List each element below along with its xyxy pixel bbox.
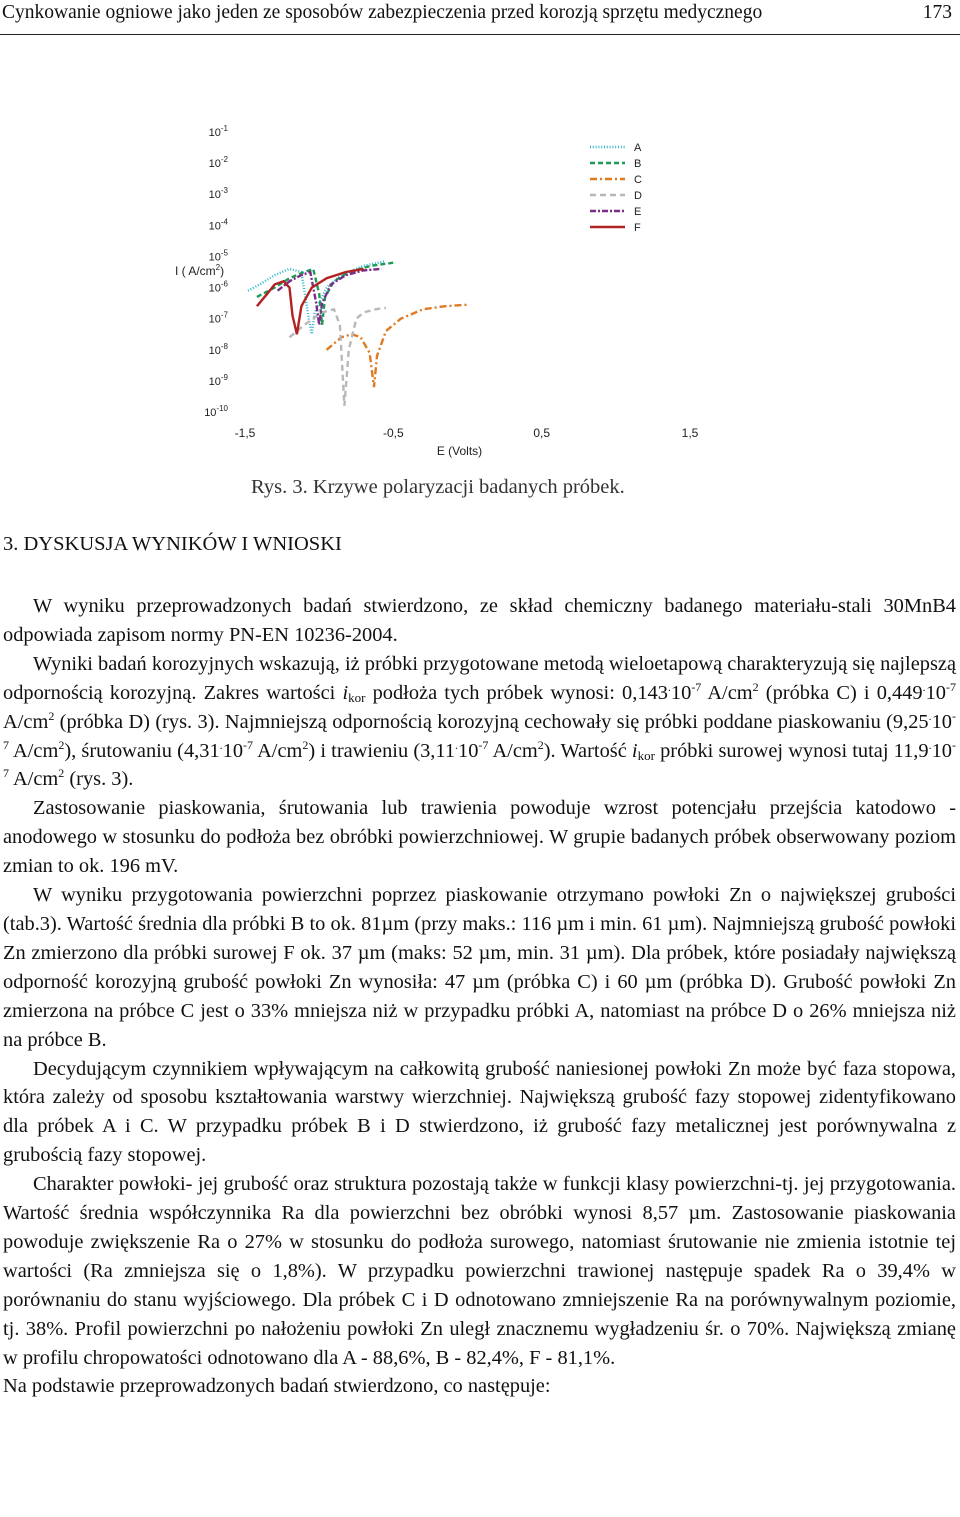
y-tick-label: $10^{-7}$ bbox=[208, 310, 228, 326]
y-tick-label: $10^{-2}$ bbox=[208, 155, 228, 171]
legend-label-c: C bbox=[634, 174, 642, 186]
x-tick-label: 0,5 bbox=[533, 426, 551, 440]
running-header bbox=[0, 0, 960, 35]
x-axis-label: E (Volts) bbox=[436, 444, 483, 458]
legend-label-d: D bbox=[634, 190, 642, 202]
paragraph-2: Wyniki badań korozyjnych wskazują, iż próbki przygotowane metodą wieloetapową charakteryzują się najlepszą odpornością korozyjną. Zakres wartości $i_{kor}$ podłoża tych próbek wynosi: $0,143^.10^{-7}$ $A/cm^2$ (próbka C) i $0,449^.10^{-7}$ $A/cm^2$ (próbka D) (rys. 3). Najmniejszą odpornością korozyjną cechowały się próbki poddane piaskowaniu ($9,25^.10^{-7}$ $A/cm^2$), śrutowaniu ($4,31^.10^{-7}$ $A/cm^2$) i trawieniu ($3,11^.10^{-7}$ $A/cm^2$). Wartość $i_{kor}$ próbki surowej wynosi tutaj $11,9^.10^{-7}$ $A/cm^2$ (rys. 3). bbox=[3, 652, 956, 791]
y-tick-label: $10^{-4}$ bbox=[208, 217, 228, 233]
y-axis-label: I ( $A/cm^2$) bbox=[175, 263, 225, 279]
paragraph-6: Charakter powłoki- jej grubość oraz struktura pozostają także w funkcji klasy powierzchni-tj. jej przygotowania. Wartość średnia współczynnika Ra dla powierzchni bez obróbki wynosi 8,57 µm. Zastosowanie piaskowania powoduje zwiększenie Ra o 27% w stosunku do podłoża surowego, natomiast śrutowanie nie zmienia istotnie tej wartości (Ra zmniejsza się o 1,8%). W przypadku powierzchni trawionej następuje spadek Ra o 39,4% w porównaniu do stanu wyjściowego. Dla próbek C i D odnotowano zmniejszenie Ra na porównywalnym poziomie, tj. 38%. Profil powierzchni po nałożeniu powłoki Zn uległ znacznemu wygładzeniu śr. o 70%. Największą zmianę w profilu chropowatości odnotowano dla A - 88,6%, B - 82,4%, F - 81,1%. bbox=[3, 1173, 956, 1369]
y-tick-label: $10^{-1}$ bbox=[208, 124, 228, 139]
series-line-b bbox=[257, 263, 393, 325]
running-header-title: Cynkowanie ogniowe jako jeden ze sposobów zabezpieczenia przed korozją sprzętu medycznego bbox=[2, 2, 763, 23]
paragraph-5: Decydującym czynnikiem wpływającym na całkowitą grubość naniesionej powłoki Zn może być faza stopowa, która zależy od sposobu kształtowania warstwy wierzchniej. Największą grubość fazy stopowej zidentyfikowano dla próbek A i C. W przypadku próbek B i D stwierdzono, iż grubość fazy metalicznej jest porównywalna z grubością fazy stopowej. bbox=[3, 1057, 956, 1167]
paragraph-7: Na podstawie przeprowadzonych badań stwierdzono, co następuje: bbox=[3, 1375, 551, 1398]
legend-label-b: B bbox=[634, 158, 642, 170]
series-line-d bbox=[290, 308, 386, 406]
y-tick-label: $10^{-3}$ bbox=[208, 186, 228, 202]
paragraph-3: Zastosowanie piaskowania, śrutowania lub trawienia powoduje wzrost potencjału przejścia katodowo - anodowego w stosunku do podłoża bez obróbki powierzchniowej. W grupie badanych próbek obserwowany poziom zmian to ok. 196 mV. bbox=[3, 797, 956, 878]
paragraph-1: W wyniku przeprowadzonych badań stwierdzono, ze skład chemiczny badanego materiału-stali 30MnB4 odpowiada zapisom normy PN-EN 10236-2004. bbox=[3, 595, 956, 646]
polarization-chart bbox=[160, 112, 720, 462]
page-number: 173 bbox=[922, 2, 952, 23]
series-line-a bbox=[248, 261, 386, 334]
y-tick-label: $10^{-9}$ bbox=[208, 372, 228, 388]
section-title: 3. DYSKUSJA WYNIKÓW I WNIOSKI bbox=[3, 533, 342, 555]
x-tick-label: -0,5 bbox=[382, 426, 404, 440]
legend-label-e: E bbox=[634, 206, 642, 218]
body-text bbox=[3, 592, 956, 1401]
y-tick-label: $10^{-8}$ bbox=[208, 341, 228, 357]
y-tick-label: $10^{-5}$ bbox=[208, 248, 228, 264]
x-tick-label: 1,5 bbox=[681, 426, 699, 440]
y-tick-label: $10^{-6}$ bbox=[208, 279, 228, 295]
legend-label-f: F bbox=[634, 222, 641, 234]
y-tick-label: $10^{-10}$ bbox=[204, 404, 228, 419]
paragraph-4: W wyniku przygotowania powierzchni poprzez piaskowanie otrzymano powłoki Zn o największej grubości (tab.3). Wartość średnia dla próbki B to ok. 81µm (przy maks.: 116 µm i min. 61 µm). Najmniejszą grubość powłoki Zn zmierzono dla próbki surowej F ok. 37 µm (maks: 52 µm, min. 31 µm). Dla próbek, które posiadały największą odporność korozyjną grubość powłoki Zn wynosiła: 47 µm (próbka C) i 60 µm (próbka D). Grubość powłoki Zn zmierzona na próbce C jest o 33% mniejsza niż w przypadku próbki A, natomiast na próbce D o 26% mniejsza niż na próbce B. bbox=[3, 884, 956, 1051]
legend-label-a: A bbox=[634, 142, 642, 154]
figure-caption: Rys. 3. Krzywe polaryzacji badanych próbek. bbox=[251, 476, 625, 498]
x-tick-label: -1,5 bbox=[234, 426, 256, 440]
